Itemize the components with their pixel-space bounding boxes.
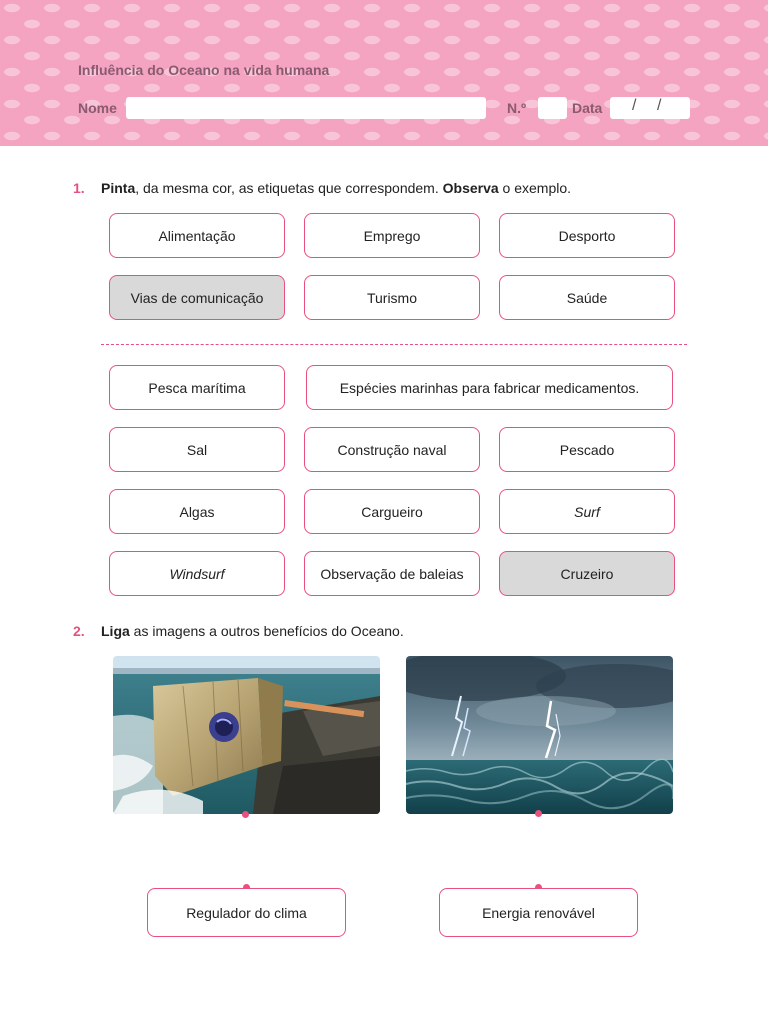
category-tag-emprego[interactable]: Emprego: [304, 213, 480, 258]
question-2-instruction: [101, 623, 404, 639]
date-slash: /: [657, 97, 662, 114]
name-label: Nome: [78, 100, 117, 116]
wave-energy-plant-photo: [113, 656, 380, 814]
date-label: Data: [572, 100, 603, 116]
item-tag[interactable]: Windsurf: [109, 551, 285, 596]
date-slash: /: [632, 97, 637, 114]
category-tag-vias-de-comunicacao[interactable]: Vias de comunicação: [109, 275, 285, 320]
instruction-verb: Pinta: [101, 180, 136, 196]
item-tag[interactable]: Surf: [499, 489, 675, 534]
renewable-energy-label[interactable]: Energia renovável: [439, 888, 638, 937]
ocean-storm-photo: [406, 656, 673, 814]
number-label: N.º: [507, 100, 527, 116]
category-tag-turismo[interactable]: Turismo: [304, 275, 480, 320]
number-field[interactable]: [538, 97, 567, 119]
item-tag[interactable]: Pescado: [499, 427, 675, 472]
instruction-text: , da mesma cor, as etiquetas que correspondem.: [135, 180, 443, 196]
climate-regulator-label[interactable]: Regulador do clima: [147, 888, 346, 937]
item-tag[interactable]: Algas: [109, 489, 285, 534]
category-tag-desporto[interactable]: Desporto: [499, 213, 675, 258]
photo-1-connector-dot[interactable]: [242, 811, 249, 818]
worksheet-header: [0, 0, 768, 146]
instruction-verb: Liga: [101, 623, 130, 639]
item-tag[interactable]: Sal: [109, 427, 285, 472]
photo-2-connector-dot[interactable]: [535, 810, 542, 817]
item-tag[interactable]: Espécies marinhas para fabricar medicamentos.: [306, 365, 673, 410]
worksheet-title: Influência do Oceano na vida humana: [78, 62, 330, 78]
instruction-text: as imagens a outros benefícios do Oceano.: [129, 623, 404, 639]
item-tag[interactable]: Cruzeiro: [499, 551, 675, 596]
date-field[interactable]: [610, 97, 690, 119]
instruction-verb: Observa: [442, 180, 499, 196]
item-tag[interactable]: Cargueiro: [304, 489, 480, 534]
name-field[interactable]: [126, 97, 486, 119]
category-tag-saude[interactable]: Saúde: [499, 275, 675, 320]
question-2-number: 2.: [73, 623, 85, 639]
question-1-number: 1.: [73, 180, 85, 196]
item-tag[interactable]: Observação de baleias: [304, 551, 480, 596]
instruction-text: o exemplo.: [498, 180, 572, 196]
item-tag[interactable]: Pesca marítima: [109, 365, 285, 410]
category-tag-alimentacao[interactable]: Alimentação: [109, 213, 285, 258]
dashed-divider: [101, 344, 687, 345]
item-tag[interactable]: Construção naval: [304, 427, 480, 472]
question-1-instruction: [101, 180, 571, 196]
